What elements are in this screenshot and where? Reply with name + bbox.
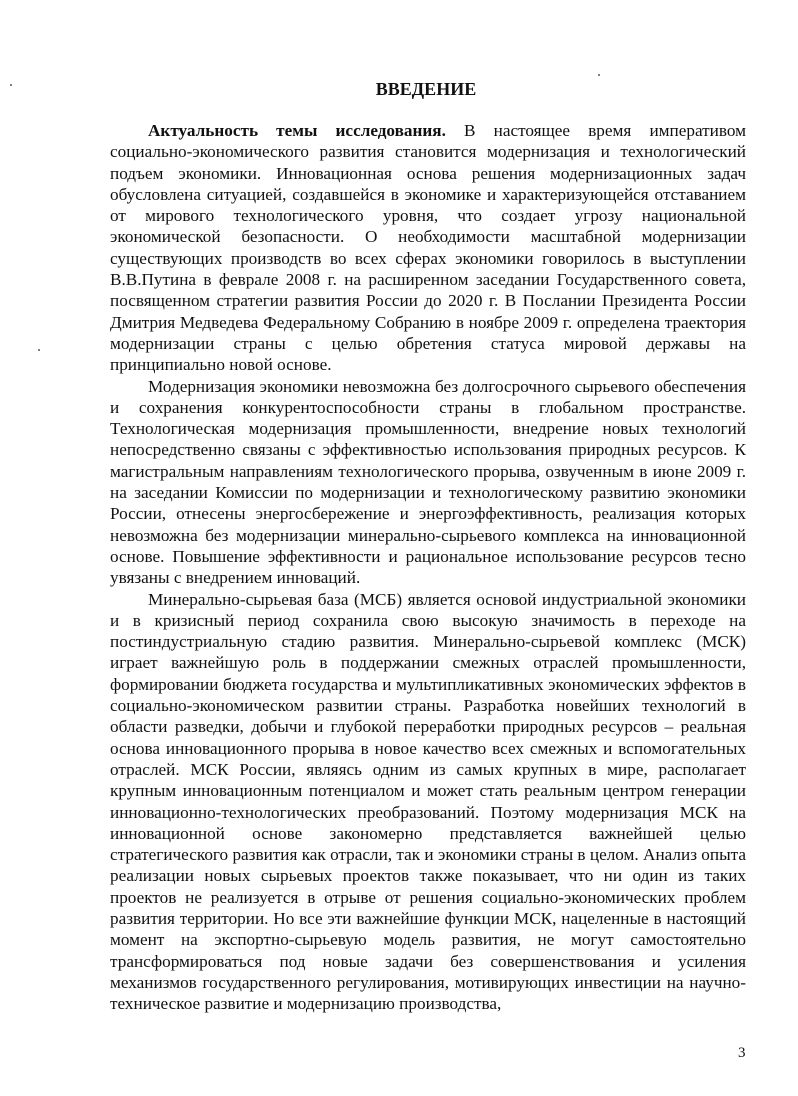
body-text xyxy=(110,120,746,1014)
paragraph-3: Минерально-сырьевая база (МСБ) является основой индустриальной экономики и в кризисный период сохранила свою высокую значимость в переходе на постиндустриальную стадию развития. Минерально-сырьевой комплекс (МСК) играет важнейшую роль в поддержании смежных отраслей промышленности, формировании бюджета государства и мультипликативных экономических эффектов в социально-экономическом развитии страны. Разработка новейших технологий в области разведки, добычи и глубокой переработки природных ресурсов – реальная основа инновационного прорыва в новое качество всех смежных и вспомогательных отраслей. МСК России, являясь одним из самых крупных в мире, располагает крупным инновационным потенциалом и может стать реальным центром генерации инновационно-технологических преобразований. Поэтому модернизация МСК на инновационной основе закономерно представляется важнейшей целью стратегического развития как отрасли, так и экономики страны в целом. Анализ опыта реализации новых сырьевых проектов также показывает, что ни один из таких проектов не реализуется в отрыве от решения социально-экономических проблем развития территории. Но все эти важнейшие функции МСК, нацеленные в настоящий момент на экспортно-сырьевую модель развития, не могут самостоятельно трансформироваться под новые задачи без совершенствования и усиления механизмов государственного регулирования, мотивирующих инвестиции на научно-техническое развитие и модернизацию производства, xyxy=(110,589,746,1014)
paragraph-1-text: В настоящее время императивом социально-экономического развития становится модернизация и технологический подъем экономики. Инновационная основа решения модернизационных задач обусловлена ситуацией, создавшейся в экономике и характеризующейся отставанием от мирового технологического уровня, что создает угрозу национальной экономической безопасности. О необходимости масштабной модернизации существующих производств во всех сферах экономики говорилось в выступлении В.В.Путина в феврале 2008 г. на расширенном заседании Государственного совета, посвященном стратегии развития России до 2020 г. В Послании Президента России Дмитрия Медведева Федеральному Собранию в ноябре 2009 г. определена траектория модернизации страны с целью обретения статуса мировой державы на принципиально новой основе. xyxy=(110,121,746,375)
page-title: ВВЕДЕНИЕ xyxy=(375,79,477,99)
scan-speck xyxy=(38,349,40,351)
paragraph-1 xyxy=(110,120,746,376)
page-number: 3 xyxy=(738,1045,746,1061)
scan-speck xyxy=(10,84,12,86)
paragraph-2: Модернизация экономики невозможна без долгосрочного сырьевого обеспечения и сохранения конкурентоспособности страны в глобальном пространстве. Технологическая модернизация промышленности, внедрение новых технологий непосредственно связаны с эффективностью использования природных ресурсов. К магистральным направлениям технологического прорыва, озвученным в июне 2009 г. на заседании Комиссии по модернизации и технологическому развитию экономики России, отнесены энергосбережение и энергоэффективность, реализация которых невозможна без модернизации минерально-сырьевого комплекса на инновационной основе. Повышение эффективности и рациональное использование ресурсов тесно увязаны с внедрением инноваций. xyxy=(110,376,746,588)
paragraph-1-lead: Актуальность темы исследования. xyxy=(148,121,446,140)
scan-speck xyxy=(598,74,600,76)
